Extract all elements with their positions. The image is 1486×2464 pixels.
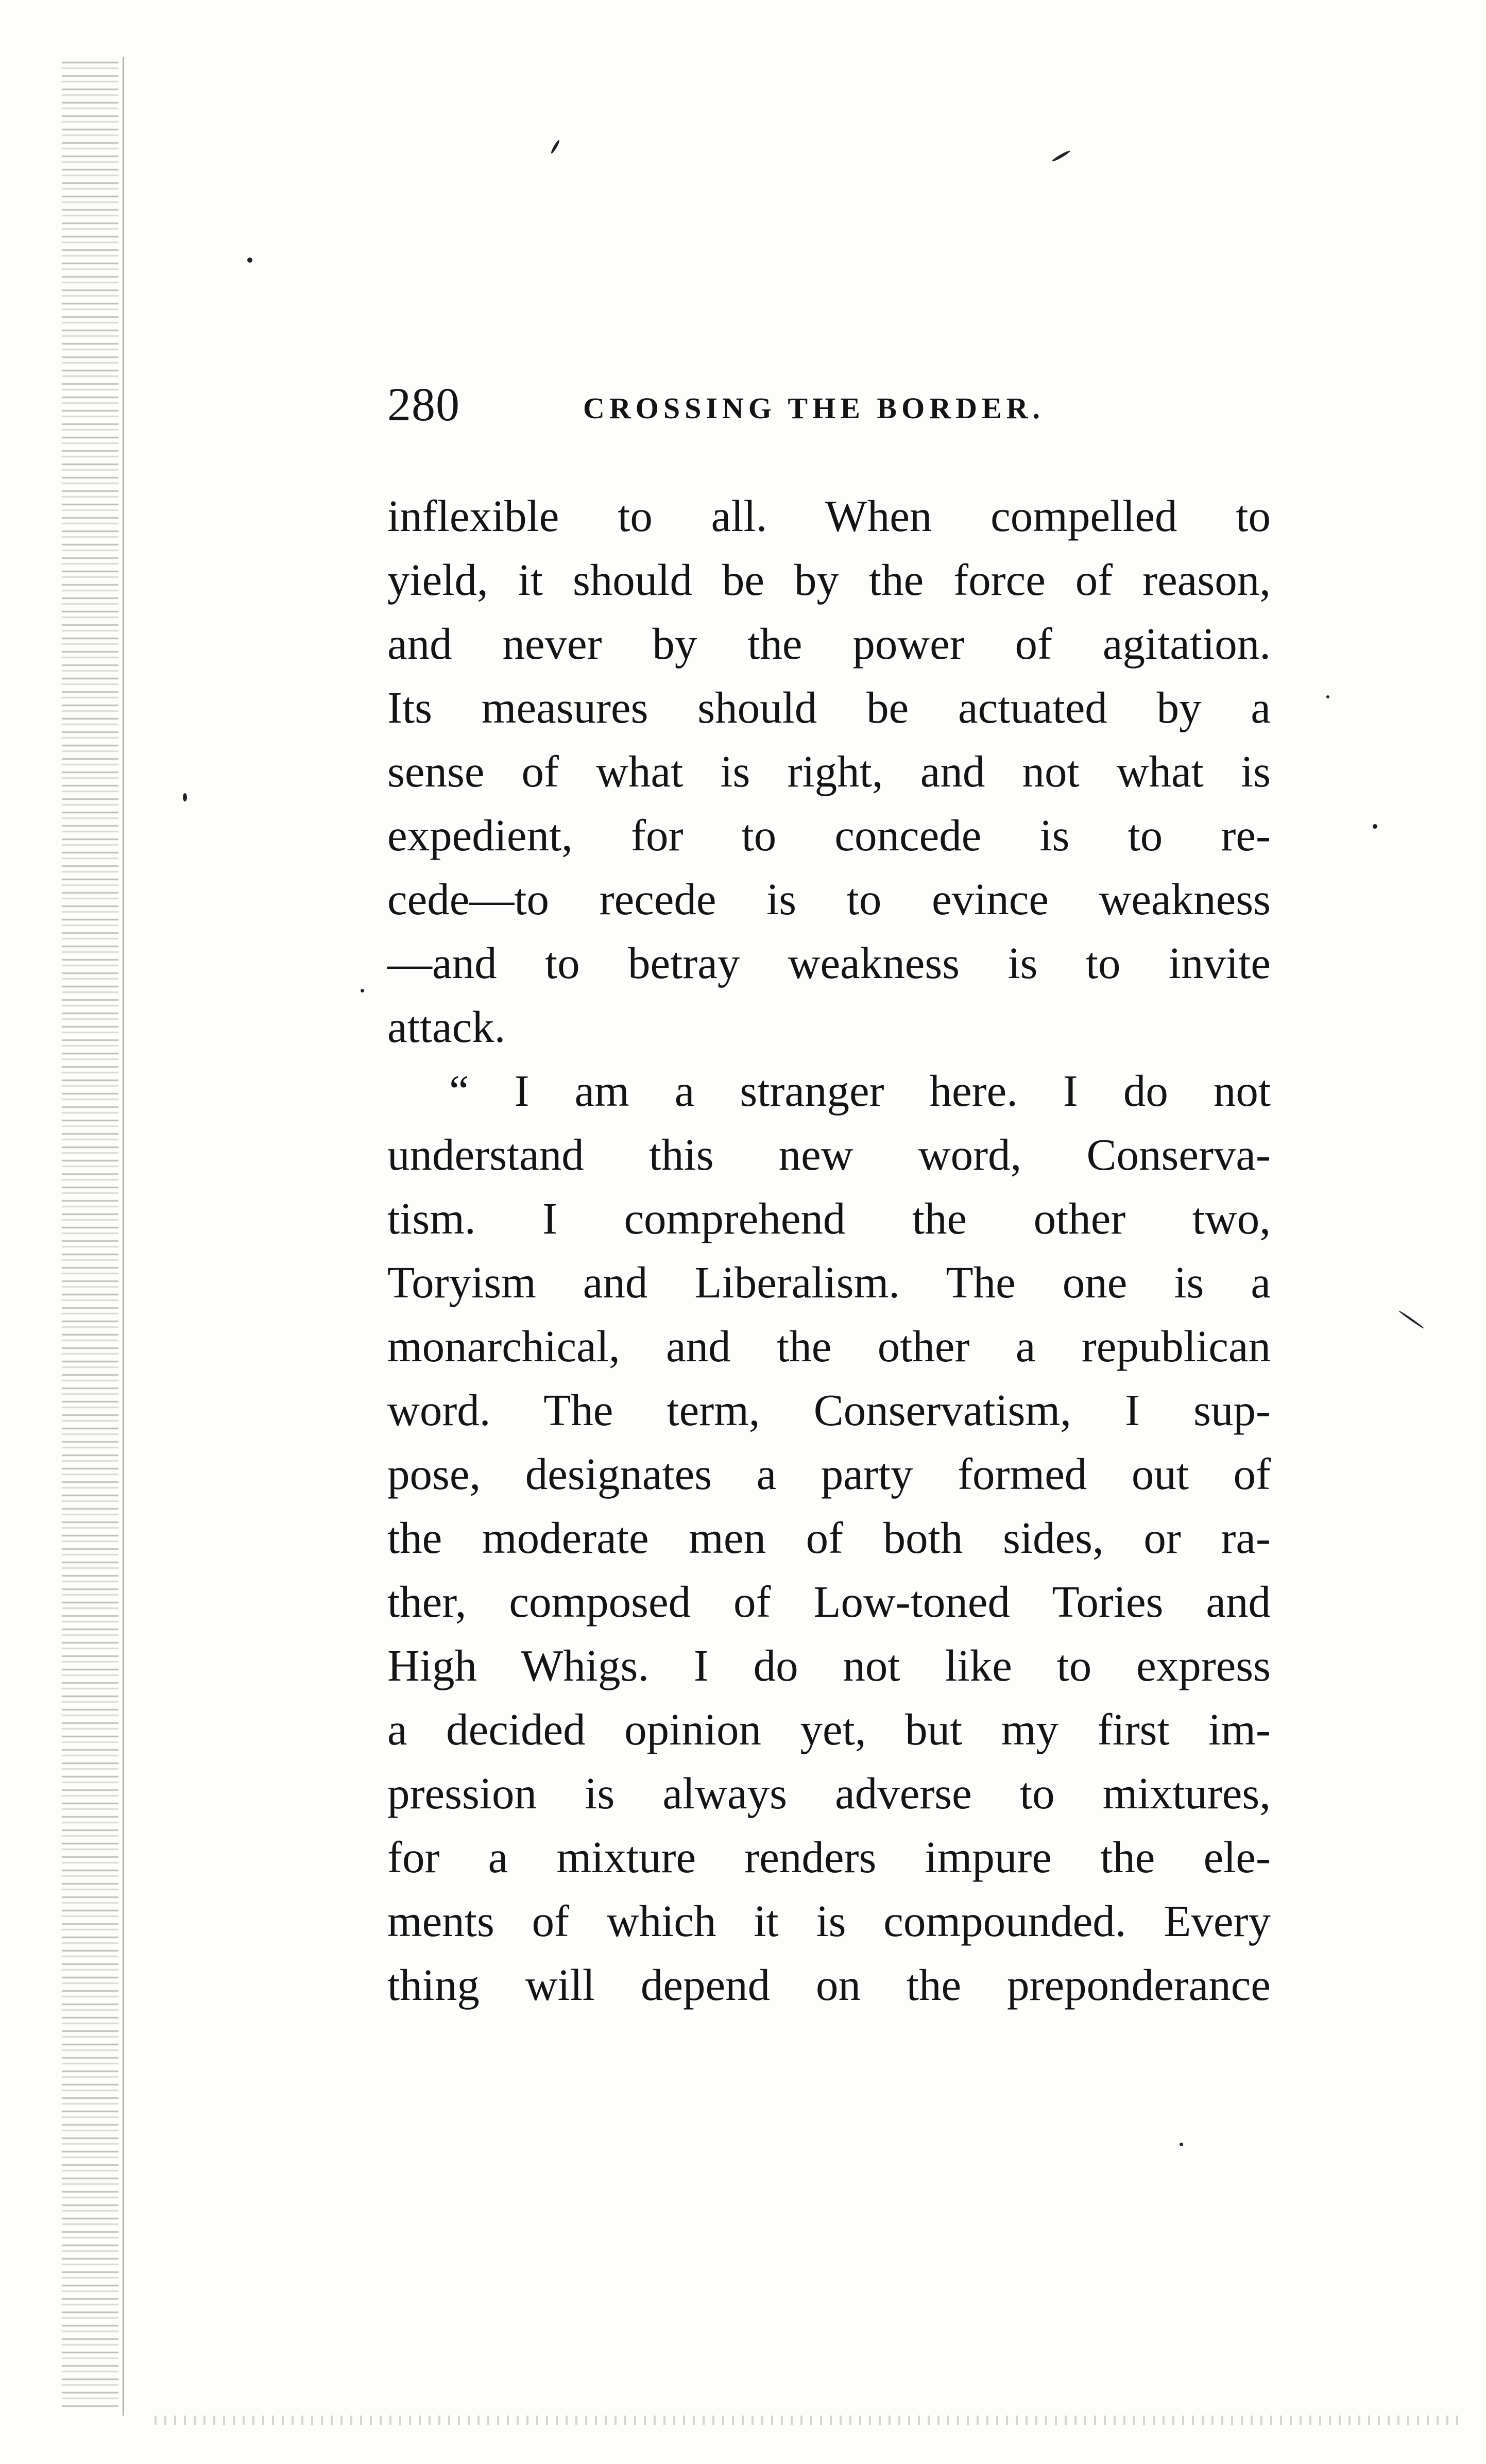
text-line: pression is always adverse to mixtures, [387, 1768, 1271, 1818]
scan-speck [1373, 824, 1377, 829]
scan-speck [1051, 149, 1071, 162]
page-number: 280 [387, 378, 460, 431]
text-line: thing will depend on the preponderance [387, 1960, 1271, 2010]
text-line: monarchical, and the other a republican [387, 1321, 1271, 1371]
binding-gutter [62, 62, 118, 2410]
text-line: Toryism and Liberalism. The one is a [387, 1257, 1271, 1307]
text-line: Its measures should be actuated by a [387, 682, 1271, 732]
text-line: a decided opinion yet, but my first im- [387, 1704, 1271, 1754]
text-line: High Whigs. I do not like to express [387, 1640, 1271, 1690]
scan-speck [247, 258, 252, 263]
text-line: cede—to recede is to evince weakness [387, 874, 1271, 924]
text-line: yield, it should be by the force of reason, [387, 555, 1271, 605]
text-line: —and to betray weakness is to invite [387, 938, 1271, 988]
scan-speck [1180, 2143, 1183, 2146]
text-line: attack. [387, 1002, 506, 1052]
scan-speck [550, 140, 560, 155]
scan-speck [361, 989, 364, 993]
text-line: tism. I comprehend the other two, [387, 1193, 1271, 1243]
text-line: inflexible to all. When compelled to [387, 491, 1271, 541]
text-line: “ I am a stranger here. I do not [449, 1066, 1271, 1116]
body-text [387, 484, 1271, 2017]
page-header [387, 376, 1273, 433]
text-line: sense of what is right, and not what is [387, 746, 1271, 796]
text-line: ments of which it is compounded. Every [387, 1896, 1271, 1946]
text-line: and never by the power of agitation. [387, 619, 1271, 669]
text-line: word. The term, Conservatism, I sup- [387, 1385, 1271, 1435]
bottom-scan-noise [155, 2416, 1463, 2425]
text-line: the moderate men of both sides, or ra- [387, 1513, 1271, 1563]
text-line: understand this new word, Conserva- [387, 1130, 1271, 1179]
scan-speck [1326, 695, 1329, 698]
binding-edge [123, 57, 124, 2416]
text-line: pose, designates a party formed out of [387, 1449, 1271, 1499]
text-line: expedient, for to concede is to re- [387, 810, 1271, 860]
text-line: for a mixture renders impure the ele- [387, 1832, 1271, 1882]
scan-speck [1398, 1310, 1424, 1329]
text-line: ther, composed of Low-toned Tories and [387, 1577, 1271, 1627]
running-head: CROSSING THE BORDER. [583, 391, 1045, 425]
scan-speck [183, 793, 187, 801]
